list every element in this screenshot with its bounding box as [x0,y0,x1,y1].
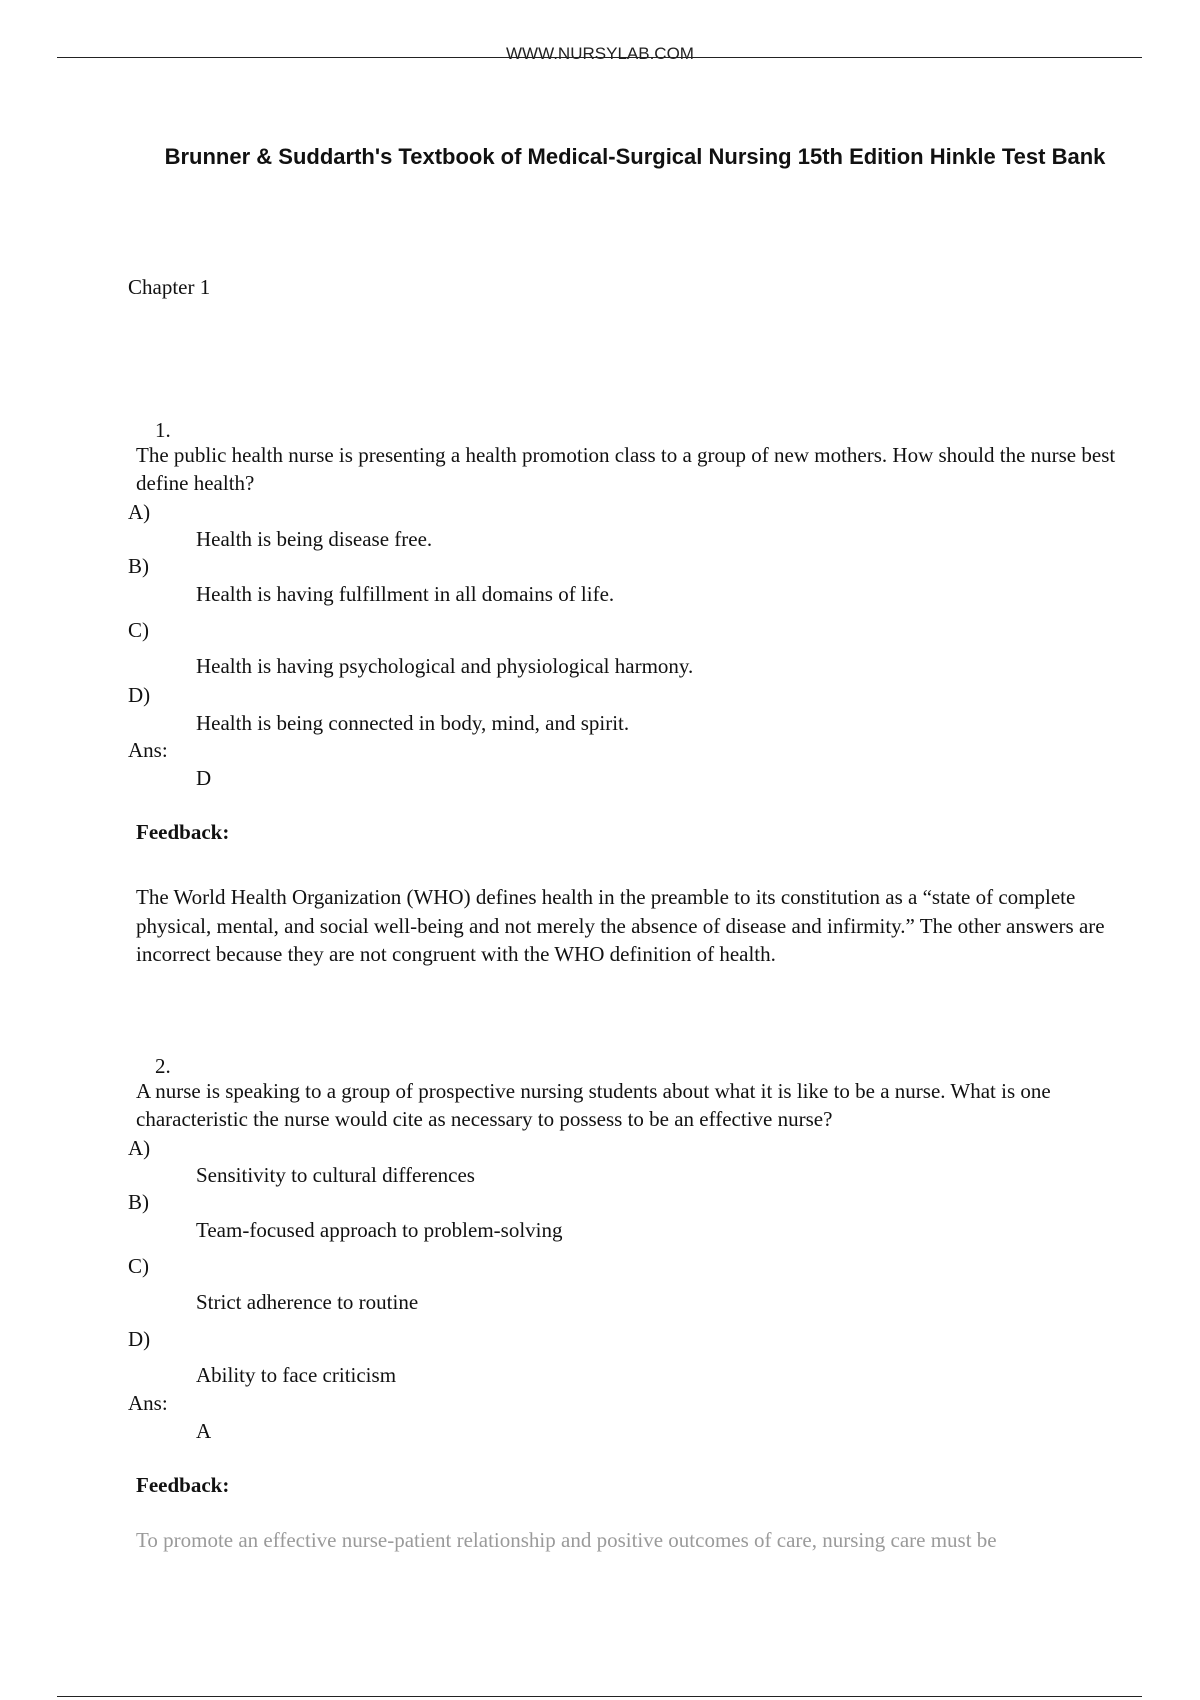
answer-value: A [196,1419,212,1443]
option-text: Sensitivity to cultural differences [196,1163,475,1187]
question-number: 2. [155,1054,171,1078]
option-label: C) [128,618,149,642]
option-label: A) [128,1136,151,1160]
answer-value: D [196,766,212,790]
option-text: Team-focused approach to problem-solving [196,1218,563,1242]
option-label: A) [128,500,151,524]
document-title: Brunner & Suddarth's Textbook of Medical-Surgical Nursing 15th Edition Hinkle Test Bank [164,144,1106,169]
footer-rule [57,1696,1142,1697]
option-label: B) [128,1190,149,1214]
option-label: B) [128,554,149,578]
answer-label: Ans: [128,738,168,762]
answer-label: Ans: [128,1391,168,1415]
question-text: A nurse is speaking to a group of prospective nursing students about what it is like to be a nurse. What is one characteristic the nurse would cite as necessary to possess to be an effective nurse? [136,1079,1051,1131]
option-text: Health is having psychological and physiological harmony. [196,654,694,678]
option-text: Health is being connected in body, mind, and spirit. [196,711,630,735]
feedback-text: To promote an effective nurse-patient relationship and positive outcomes of care, nursing care must be [136,1528,997,1552]
site-url: WWW.NURSYLAB.COM [506,44,694,63]
option-text: Health is being disease free. [196,527,433,551]
option-label: D) [128,1327,151,1351]
feedback-text: The World Health Organization (WHO) defines health in the preamble to its constitution as a “state of complete physical, mental, and social well-being and not merely the absence of disease and infirmity.” The other answers are incorrect because they are not congruent with the WHO definition of health. [136,885,1105,966]
site-header [0,44,1200,64]
chapter-heading: Chapter 1 [128,275,211,299]
option-label: D) [128,683,151,707]
option-text: Strict adherence to routine [196,1290,419,1314]
question-text: The public health nurse is presenting a health promotion class to a group of new mothers. How should the nurse best define health? [136,443,1116,495]
option-text: Ability to face criticism [196,1363,397,1387]
question-number: 1. [155,418,171,442]
feedback-label: Feedback: [136,820,230,844]
feedback-label: Feedback: [136,1473,230,1497]
option-label: C) [128,1254,149,1278]
option-text: Health is having fulfillment in all domains of life. [196,582,615,606]
